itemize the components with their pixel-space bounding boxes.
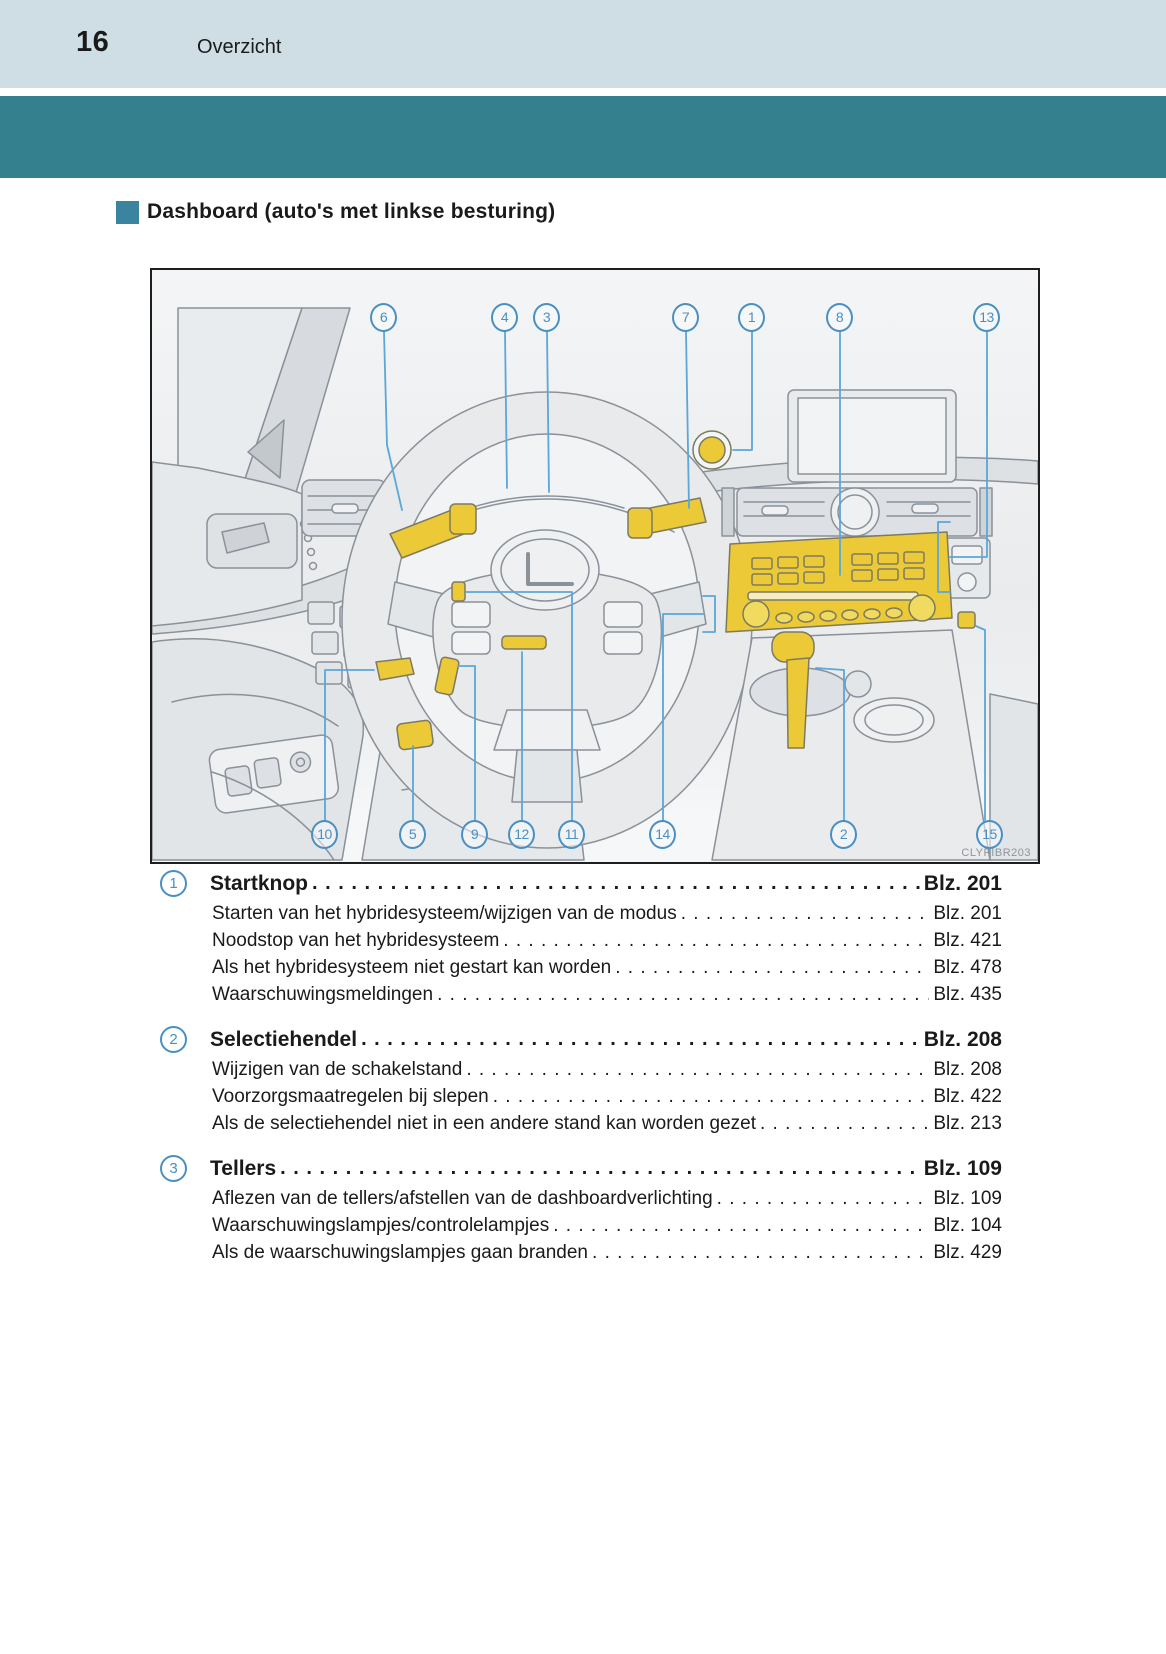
steering-wheel [342, 392, 752, 848]
toc-subentry [160, 1113, 1002, 1135]
toc-subentry [160, 1086, 1002, 1108]
dot-leader [466, 1059, 929, 1081]
section-heading [116, 200, 555, 224]
callout-7: 7 [672, 303, 699, 332]
dot-leader [615, 957, 929, 979]
toc-subentry-page: Blz. 435 [933, 984, 1002, 1005]
toc-subentry-label: Starten van het hybridesysteem/wijzigen van de modus [212, 903, 677, 924]
toc-entry-number: 1 [160, 870, 187, 897]
callout-5: 5 [399, 820, 426, 849]
callout-10: 10 [311, 820, 338, 849]
toc-subentry-label: Waarschuwingsmeldingen [212, 984, 434, 1005]
toc-subentry-label: Wijzigen van de schakelstand [212, 1059, 463, 1080]
dashboard-illustration [152, 270, 1038, 862]
dot-leader [493, 1086, 930, 1108]
toc-subentry-label: Noodstop van het hybridesysteem [212, 930, 500, 951]
callout-6: 6 [370, 303, 397, 332]
dot-leader [681, 903, 930, 925]
toc-entry-page: Blz. 201 [923, 871, 1002, 895]
toc-subentry-page: Blz. 208 [933, 1059, 1002, 1080]
toc-entry-title: Selectiehendel [210, 1027, 358, 1051]
callout-13: 13 [973, 303, 1000, 332]
wheel-lower-switch [502, 636, 546, 649]
toc-subentry-page: Blz. 422 [933, 1086, 1002, 1107]
toc-entry-number: 3 [160, 1155, 187, 1182]
dot-leader [760, 1113, 929, 1135]
section-name: Overzicht [197, 36, 282, 58]
toc-subentry-page: Blz. 109 [933, 1188, 1002, 1209]
toc-subentry [160, 984, 1002, 1006]
callout-8: 8 [826, 303, 853, 332]
dot-leader [553, 1215, 929, 1237]
center-air-vents [722, 488, 992, 536]
toc-subentry-label: Als de selectiehendel niet in een andere stand kan worden gezet [212, 1113, 756, 1134]
toc-entry-page: Blz. 109 [923, 1156, 1002, 1180]
toc-entry-page: Blz. 208 [923, 1027, 1002, 1051]
dot-leader [361, 1028, 920, 1051]
chapter-color-band [0, 96, 1166, 178]
start-button [699, 437, 725, 463]
toc-entry-tellers [160, 1155, 1002, 1182]
toc-subentry [160, 1188, 1002, 1210]
toc-subentry-page: Blz. 213 [933, 1113, 1002, 1134]
toc-subentry-page: Blz. 478 [933, 957, 1002, 978]
callout-14: 14 [649, 820, 676, 849]
lexus-logo [491, 530, 599, 610]
section-heading-title: Dashboard (auto's met linkse besturing) [147, 200, 556, 223]
toc-subentry-label: Voorzorgsmaatregelen bij slepen [212, 1086, 489, 1107]
cd-slot [748, 592, 918, 600]
toc-subentry-page: Blz. 429 [933, 1242, 1002, 1263]
dot-leader [717, 1188, 930, 1210]
callout-4: 4 [491, 303, 518, 332]
toc-subentry [160, 1215, 1002, 1237]
toc-subentry-page: Blz. 104 [933, 1215, 1002, 1236]
callout-2: 2 [830, 820, 857, 849]
wheel-side-control [452, 582, 465, 601]
dashboard-figure [150, 268, 1040, 864]
parking-brake-pedal [396, 720, 433, 750]
section-marker-icon [116, 201, 139, 224]
toc-subentry-page: Blz. 201 [933, 903, 1002, 924]
multimedia-screen [788, 390, 956, 482]
toc-subentry [160, 1059, 1002, 1081]
page-header [0, 0, 1166, 88]
toc-subentry [160, 930, 1002, 952]
callout-1: 1 [738, 303, 765, 332]
toc-subentry [160, 1242, 1002, 1264]
toc-entry-number: 2 [160, 1026, 187, 1053]
callout-12: 12 [508, 820, 535, 849]
toc-subentry-label: Aflezen van de tellers/afstellen van de dashboardverlichting [212, 1188, 713, 1209]
toc-subentry [160, 957, 1002, 979]
callout-3: 3 [533, 303, 560, 332]
toc-entry-title: Startknop [210, 871, 309, 895]
dot-leader [503, 930, 929, 952]
toc-subentry-label: Als de waarschuwingslampjes gaan branden [212, 1242, 589, 1263]
dot-leader [437, 984, 929, 1006]
toc-subentry-label: Waarschuwingslampjes/controlelampjes [212, 1215, 550, 1236]
toc-subentry-label: Als het hybridesysteem niet gestart kan worden [212, 957, 612, 978]
callout-11: 11 [558, 820, 585, 849]
aux-button [958, 612, 975, 628]
toc-entry-selectiehendel [160, 1026, 1002, 1053]
dot-leader [312, 872, 920, 895]
dot-leader [280, 1157, 920, 1180]
overview-index [160, 870, 1002, 1269]
page-number: 16 [76, 26, 110, 58]
toc-subentry [160, 903, 1002, 925]
figure-code: CLYPIBR203 [961, 847, 1031, 859]
callout-9: 9 [461, 820, 488, 849]
callout-15: 15 [976, 820, 1003, 849]
toc-entry-title: Tellers [210, 1156, 277, 1180]
dot-leader [592, 1242, 929, 1264]
toc-entry-startknop [160, 870, 1002, 897]
audio-panel [726, 532, 952, 632]
toc-subentry-page: Blz. 421 [933, 930, 1002, 951]
